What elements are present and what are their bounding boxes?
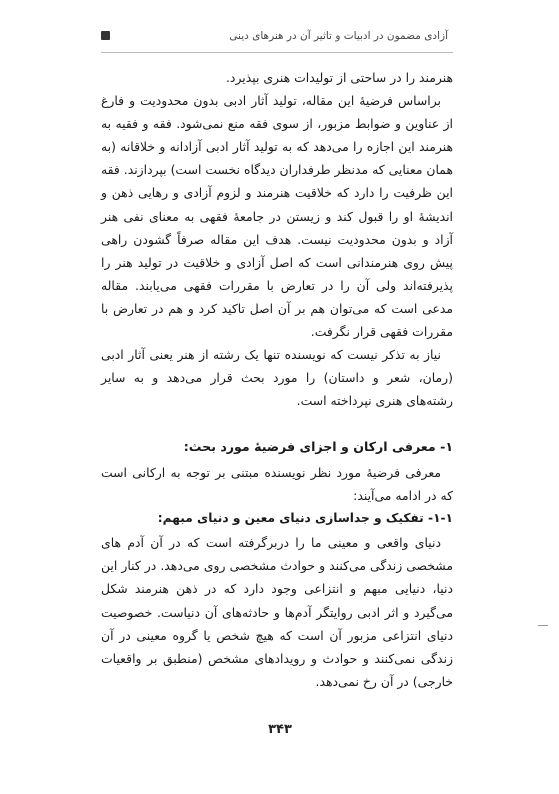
- paragraph-1: هنرمند را در ساحتی از تولیدات هنری بپذیرد.: [225, 70, 453, 85]
- margin-mark: [538, 625, 548, 629]
- section-1-1-text: [101, 531, 453, 693]
- paragraph-2: براساس فرضیهٔ این مقاله، تولید آثار ادبی بدون محدودیت و فارغ از عناوین و ضوابط مزبور، از سوی فقه منع نمی‌شود. فقه و فقیه به هنرمند این اجازه را می‌دهد که به تولید آثار ادبی آزادانه و خلاقانه (به همان معنایی که مدنظر طرفداران دیدگاه نخست است) بپردازند. فقه این ظرفیت را دارد که خلاقیت هنرمند و لزوم آزادی و رهایی ذهن و اندیشهٔ او را قبول کند و زیستن در جامعهٔ فقهی به معنای نفی هنر آزاد و بدون محدودیت نیست. هدف این مقاله صرفاً گشودن راهی پیش روی هنرمندانی است که اصل آزادی و خلاقیت در تولید هنر را پذیرفته‌اند ولی آن را در تعارض با مقررات فقهی می‌یابند. مقاله مدعی است که می‌توان هم بر آن اصل تاکید کرد و هم در تعارض با مقررات فقهی قرار نگرفت.: [101, 93, 453, 340]
- header-divider: [101, 52, 453, 53]
- section-1-paragraph: معرفی فرضیهٔ مورد نظر نویسنده مبتنی بر توجه به ارکانی است که در ادامه می‌آیند:: [101, 465, 453, 504]
- section-heading-1-1: ۱-۱- تفکیک و جداسازی دنیای معین و دنیای مبهم:: [157, 511, 453, 525]
- paragraph-3: نیاز به تذکر نیست که نویسنده تنها یک رشته از هنر یعنی آثار ادبی (رمان، شعر و داستان) را مورد بحث قرار می‌دهد و به سایر رشته‌های هنری نپرداخته است.: [101, 347, 453, 409]
- page-corner-mark: [101, 31, 110, 40]
- running-title: آزادی مضمون در ادبیات و تاثیر آن در هنرهای دینی: [229, 30, 448, 42]
- main-text: [101, 66, 453, 412]
- section-heading-1: ۱- معرفی ارکان و اجزای فرضیهٔ مورد بحث:: [183, 439, 453, 454]
- page-number: ۳۴۳: [268, 722, 292, 737]
- section-1-1-paragraph: دنیای واقعی و معینی ما را دربرگرفته است که در آن آدم های مشخصی زندگی می‌کنند و حوادث مشخصی روی می‌دهد. در کنار این دنیا، دنیایی مبهم و انتزاعی وجود دارد که در ذهن هنرمند شکل می‌گیرد و اثر ادبی روایتگر آدم‌ها و حادثه‌های آن دنیاست. خصوصیت دنیای انتزاعی مزبور آن است که هیچ شخص یا گروه معینی در آن زندگی نمی‌کنند و حوادث و رویدادهای مشخص (منطبق بر واقعیات خارجی) در آن رخ نمی‌دهد.: [101, 535, 453, 690]
- section-1-text: [101, 461, 453, 508]
